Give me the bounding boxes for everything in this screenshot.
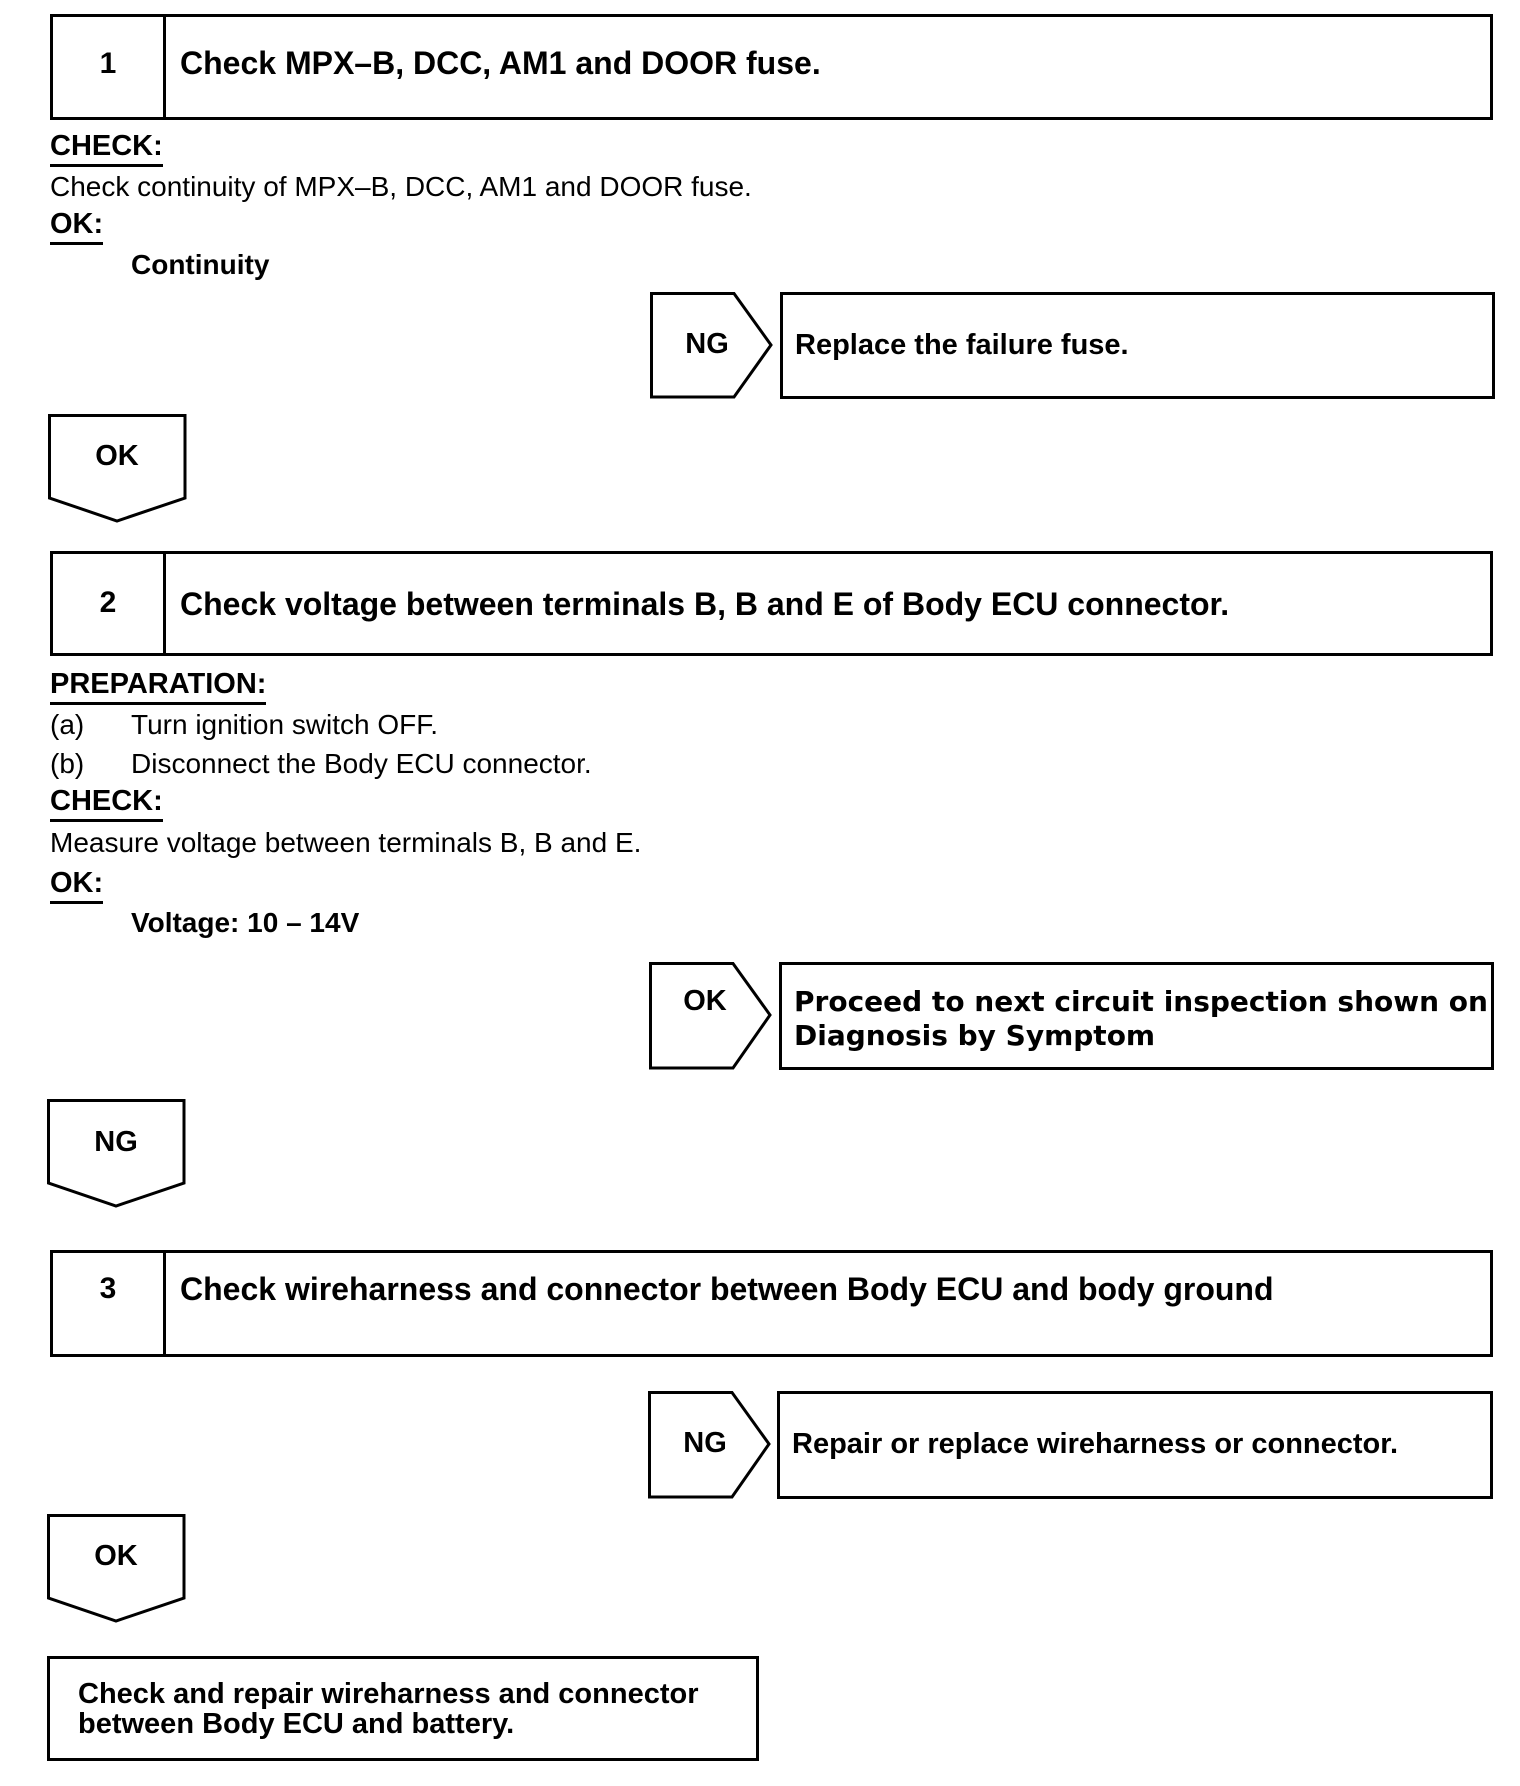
step-2-header <box>50 551 1493 656</box>
step-1-title: Check MPX–B, DCC, AM1 and DOOR fuse. <box>180 45 821 81</box>
step-2-ok-result-box <box>779 962 1494 1070</box>
step-2-ng-label: NG <box>94 1126 138 1158</box>
step-3-ng-result-text: Repair or replace wireharness or connector. <box>792 1428 1399 1460</box>
step-3-ng-label: NG <box>683 1427 727 1459</box>
final-action-line1: Check and repair wireharness and connector <box>78 1678 699 1710</box>
step-1-check-heading: CHECK: <box>50 128 163 167</box>
step-3-ng-result-box <box>777 1391 1493 1499</box>
step-3-ok-label: OK <box>94 1540 138 1572</box>
step-2-prep-a-marker: (a) <box>50 709 85 740</box>
step-2-ok-result-line1: Proceed to next circuit inspection shown on <box>794 985 1488 1018</box>
step-2-ok-heading: OK: <box>50 865 103 904</box>
step-2-check-heading: CHECK: <box>50 783 163 822</box>
step-1-ok-heading: OK: <box>50 206 103 245</box>
step-2-prep-a-text: Turn ignition switch OFF. <box>131 709 439 740</box>
final-action-box <box>47 1656 759 1761</box>
step-2-number: 2 <box>53 554 166 653</box>
step-1-header <box>50 14 1493 120</box>
step-2-ok-value: Voltage: 10 – 14V <box>131 907 360 938</box>
step-2-preparation-heading: PREPARATION: <box>50 666 266 705</box>
step-1-ng-result-text: Replace the failure fuse. <box>795 329 1129 361</box>
step-3-title: Check wireharness and connector between Body ECU and body ground <box>180 1271 1274 1307</box>
step-1-check-text: Check continuity of MPX–B, DCC, AM1 and DOOR fuse. <box>50 171 752 202</box>
final-action-line2: between Body ECU and battery. <box>78 1708 515 1740</box>
step-2-title: Check voltage between terminals B, B and E of Body ECU connector. <box>180 586 1230 622</box>
step-1-ok-label: OK <box>95 440 139 472</box>
step-3-header <box>50 1250 1493 1357</box>
step-2-check-text: Measure voltage between terminals B, B and E. <box>50 827 642 858</box>
step-1-ok-value: Continuity <box>131 249 270 280</box>
step-1-number: 1 <box>53 17 166 117</box>
step-2-ok-result-line2: Diagnosis by Symptom <box>794 1019 1156 1052</box>
step-2-prep-b-text: Disconnect the Body ECU connector. <box>131 748 592 779</box>
step-1-ng-result-box <box>780 292 1495 399</box>
step-1-ng-label: NG <box>685 328 729 360</box>
step-2-prep-b-marker: (b) <box>50 748 85 779</box>
step-2-ok-label: OK <box>683 985 727 1017</box>
step-3-number: 3 <box>53 1253 166 1354</box>
